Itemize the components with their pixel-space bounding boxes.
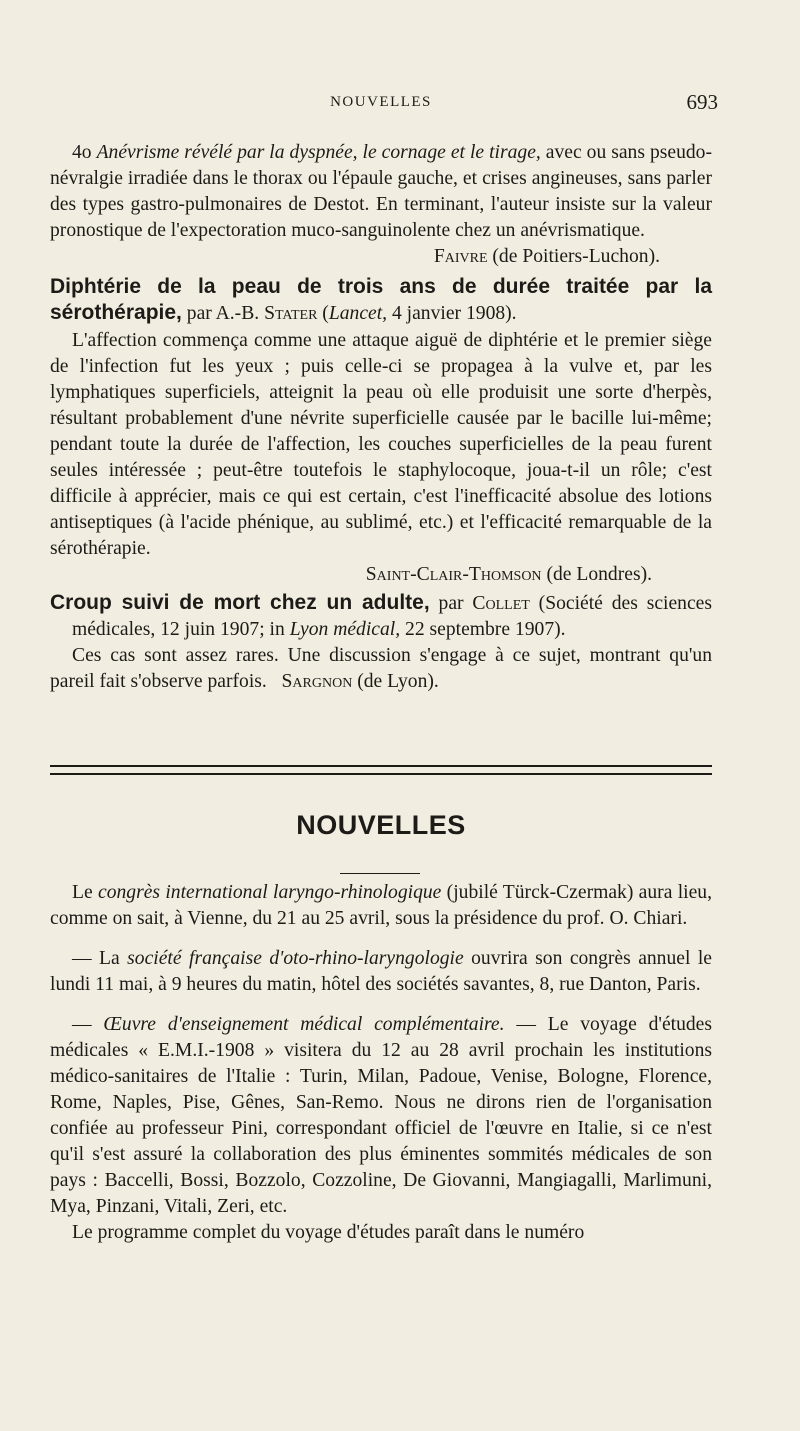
nouvelles-paragraph-4: Le programme complet du voyage d'études paraît dans le numéro	[72, 1222, 585, 1243]
nouvelles-p2-text: ouvrira son congrès annuel le lundi 11 mai, à 9 heures du matin, hôtel des sociétés savantes, 8, rue Danton, Paris.	[50, 948, 712, 995]
nouvelles-p3-text: — Le voyage d'études médicales « E.M.I.-1908 » visitera du 12 au 28 avril prochain les institutions médico-sanitaires de l'Italie : Turin, Milan, Padoue, Venise, Bologne, Florence, Rome, Naples, Pise, Gênes, San-Remo. Nous ne dirons rien de l'organisation confiée au professeur Pini, correspondant officiel de l'œuvre en Italie, si ce n'est qu'il s'est assuré la collaboration des plus éminentes sommités médicales de son pays : Baccelli, Bossi, Bozzolo, Cozzoline, De Giovanni, Mangiagalli, Marlimuni, Mya, Pinzani, Vitali, Zeri, etc.	[50, 1014, 713, 1217]
croup-signature: Sargnon	[281, 671, 353, 692]
diphterie-journal: Lancet,	[328, 303, 388, 324]
nouvelles-p2-italic: société française d'oto-rhino-laryngologie	[127, 948, 464, 969]
diphterie-paren: (	[317, 303, 329, 324]
nouvelles-p1-lead: Le	[72, 882, 98, 903]
diphterie-body: L'affection commença comme une attaque aiguë de diphtérie et le premier siège de l'infection fut les yeux ; puis celle-ci se propagea à la vulve et, par les lymphatiques superficiels, atteignit la peau où elle produisit une sorte d'herpès, résultant probablement d'une névrite superficielle causée par le bacille lui-même; pendant toute la durée de l'affection, les couches superficielles de la peau furent seules intéressée ; peut-être toutefois le staphylocoque, joua-t-il un rôle; c'est difficile à apprécier, mais ce qui est certain, c'est l'inefficacité absolue des lotions antiseptiques (à l'acide phénique, au sublimé, etc.) et l'efficacité remarquable de la sérothérapie.	[50, 330, 712, 559]
nouvelles-p1-text: (jubilé Türck-Czermak) aura lieu, comme on sait, à Vienne, du 21 au 25 avril, sous la présidence du prof. O. Chiari.	[50, 882, 712, 929]
croup-body	[50, 643, 712, 695]
croup-text1: (Société des sciences médicales, 12 juin 1907; in	[72, 593, 712, 640]
item4-signature	[50, 244, 660, 270]
croup-heading	[50, 590, 712, 643]
nouvelles-p3-lead: —	[72, 1014, 104, 1035]
item4-title: Anévrisme révélé par la dyspnée, le cornage et le tirage,	[96, 142, 541, 163]
croup-journal: Lyon médical,	[289, 619, 401, 640]
diphterie-author: Stater	[264, 303, 318, 324]
nouvelles-paragraph-1	[50, 880, 712, 932]
section-abstracts	[50, 140, 712, 695]
diphterie-heading	[50, 274, 712, 326]
croup-text2: 22 septembre 1907).	[400, 619, 566, 640]
nouvelles-paragraph-2	[50, 946, 712, 998]
nouvelles-paragraph-3	[50, 1012, 712, 1220]
diphterie-signature-name: Saint-Clair-Thomson	[365, 564, 542, 585]
section-divider	[50, 765, 712, 775]
running-header	[50, 90, 718, 120]
item4-text: avec ou sans pseudo-névralgie irradiée dans le thorax ou l'épaule gauche, et crises angineuses, sans parler des types gastro-pulmonaires de Destot. En terminant, l'auteur insiste sur la valeur pronostique de l'expectoration muco-sanguinolente chez un anévrismatique.	[50, 142, 712, 241]
diphterie-signature	[50, 562, 652, 588]
diphterie-signature-place: (de Londres).	[541, 564, 652, 585]
diphterie-by: par A.-B.	[181, 303, 265, 324]
croup-by: par	[429, 593, 473, 614]
item4-number: 4o	[72, 142, 92, 163]
running-header-title: NOUVELLES	[330, 94, 432, 110]
item4-paragraph	[50, 140, 712, 244]
diphterie-date: 4 janvier 1908).	[387, 303, 517, 324]
page-number: 693	[686, 90, 718, 114]
item4-author: Faivre	[433, 246, 488, 267]
nouvelles-p2-lead: — La	[72, 948, 128, 969]
croup-body-text: Ces cas sont assez rares. Une discussion s'engage à ce sujet, montrant qu'un pareil fait s'observe parfois.	[50, 645, 712, 692]
croup-signature-place: (de Lyon).	[352, 671, 439, 692]
nouvelles-p1-italic: congrès international laryngo-rhinologique	[98, 882, 442, 903]
croup-author: Collet	[472, 593, 530, 614]
nouvelles-title: NOUVELLES	[296, 810, 466, 840]
item4-author-place: (de Poitiers-Luchon).	[487, 246, 660, 267]
title-underline	[340, 873, 420, 874]
croup-title: Croup suivi de mort chez un adulte,	[50, 591, 430, 614]
nouvelles-p3-italic: Œuvre d'enseignement médical complémentaire.	[103, 1014, 505, 1035]
section-nouvelles	[50, 880, 712, 1246]
diphterie-title: Diphtérie de la peau de trois ans de durée traitée par la sérothérapie,	[50, 275, 712, 324]
